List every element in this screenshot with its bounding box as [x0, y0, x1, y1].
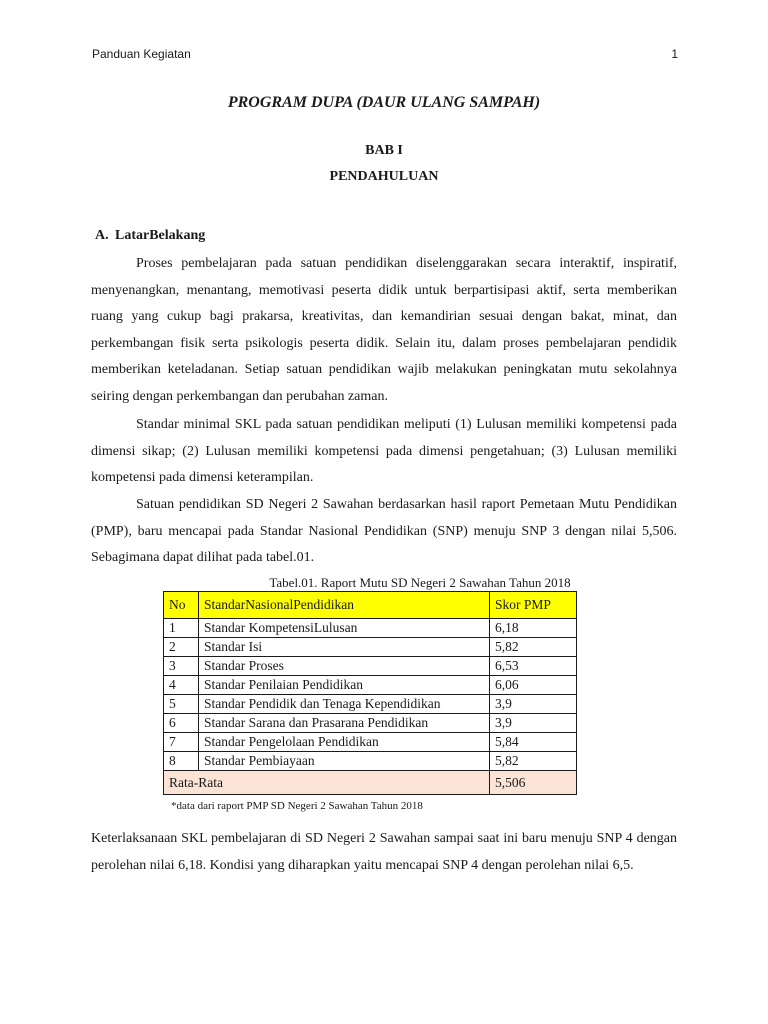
table-row [164, 619, 577, 638]
row-score: 6,06 [490, 676, 577, 695]
paragraph-3: Satuan pendidikan SD Negeri 2 Sawahan berdasarkan hasil raport Pemetaan Mutu Pendidikan (PMP), baru mencapai pada Standar Nasional Pendidikan (SNP) menuju SNP 3 dengan nilai 5,506. Sebagimana dapat dilihat pada tabel.01. [91, 497, 677, 565]
row-score: 5,84 [490, 733, 577, 752]
table-row [164, 714, 577, 733]
row-no: 6 [164, 714, 199, 733]
table-row [164, 695, 577, 714]
page-number: 1 [671, 47, 678, 61]
quality-report-table [163, 591, 577, 795]
row-no: 5 [164, 695, 199, 714]
row-standard: Standar Pengelolaan Pendidikan [199, 733, 490, 752]
row-no: 1 [164, 619, 199, 638]
row-score: 5,82 [490, 638, 577, 657]
table-row [164, 752, 577, 771]
closing-paragraph: Keterlaksanaan SKL pembelajaran di SD Negeri 2 Sawahan sampai saat ini baru menuju SNP 4 dengan perolehan nilai 6,18. Kondisi yang diharapkan yaitu mencapai SNP 4 dengan perolehan nilai 6,5. [91, 831, 677, 873]
row-standard: Standar Penilaian Pendidikan [199, 676, 490, 695]
table-caption: Tabel.01. Raport Mutu SD Negeri 2 Sawahan Tahun 2018 [269, 575, 571, 590]
row-no: 8 [164, 752, 199, 771]
paragraph-1: Proses pembelajaran pada satuan pendidikan diselenggarakan secara interaktif, inspiratif, menyenangkan, menantang, memotivasi peserta didik untuk berpartisipasi aktif, serta memberikan ruang yang cukup bagi prakarsa, kreativitas, dan kemandirian sesuai dengan bakat, minat, dan perkembangan fisik serta psikologis peserta didik. Selain itu, dalam proses pembelajaran pendidik memberikan keteladanan. Setiap satuan pendidikan wajib melakukan peningkatan mutu sekolahnya seiring dengan perkembangan dan perubahan zaman. [91, 256, 677, 404]
row-no: 2 [164, 638, 199, 657]
table-average-row [164, 771, 577, 795]
row-no: 7 [164, 733, 199, 752]
row-score: 3,9 [490, 714, 577, 733]
table-row [164, 733, 577, 752]
table-note: *data dari raport PMP SD Negeri 2 Sawahan Tahun 2018 [171, 800, 423, 812]
row-score: 6,53 [490, 657, 577, 676]
header-standard: StandarNasionalPendidikan [199, 592, 490, 619]
table-header-row [164, 592, 577, 619]
header-no: No [164, 592, 199, 619]
row-standard: Standar Pembiayaan [199, 752, 490, 771]
row-no: 4 [164, 676, 199, 695]
document-title: PROGRAM DUPA (DAUR ULANG SAMPAH) [227, 94, 541, 111]
average-value: 5,506 [490, 771, 577, 795]
table-row [164, 657, 577, 676]
chapter-name: PENDAHULUAN [329, 169, 439, 184]
chapter-number: BAB I [365, 143, 403, 158]
section-letter: A. [95, 228, 109, 243]
row-standard: Standar Pendidik dan Tenaga Kependidikan [199, 695, 490, 714]
section-heading [95, 228, 205, 244]
row-standard: Standar KompetensiLulusan [199, 619, 490, 638]
row-score: 5,82 [490, 752, 577, 771]
table-row [164, 676, 577, 695]
paragraph-2: Standar minimal SKL pada satuan pendidikan meliputi (1) Lulusan memiliki kompetensi pada dimensi sikap; (2) Lulusan memiliki kompetensi pada dimensi pengetahuan; (3) Lulusan memiliki kompetensi pada dimensi keterampilan. [91, 417, 677, 485]
header-title: Panduan Kegiatan [92, 47, 191, 61]
row-score: 3,9 [490, 695, 577, 714]
table-row [164, 638, 577, 657]
row-score: 6,18 [490, 619, 577, 638]
row-standard: Standar Proses [199, 657, 490, 676]
average-label: Rata-Rata [164, 771, 490, 795]
row-no: 3 [164, 657, 199, 676]
row-standard: Standar Isi [199, 638, 490, 657]
header-score: Skor PMP [490, 592, 577, 619]
row-standard: Standar Sarana dan Prasarana Pendidikan [199, 714, 490, 733]
section-title: LatarBelakang [115, 228, 206, 243]
